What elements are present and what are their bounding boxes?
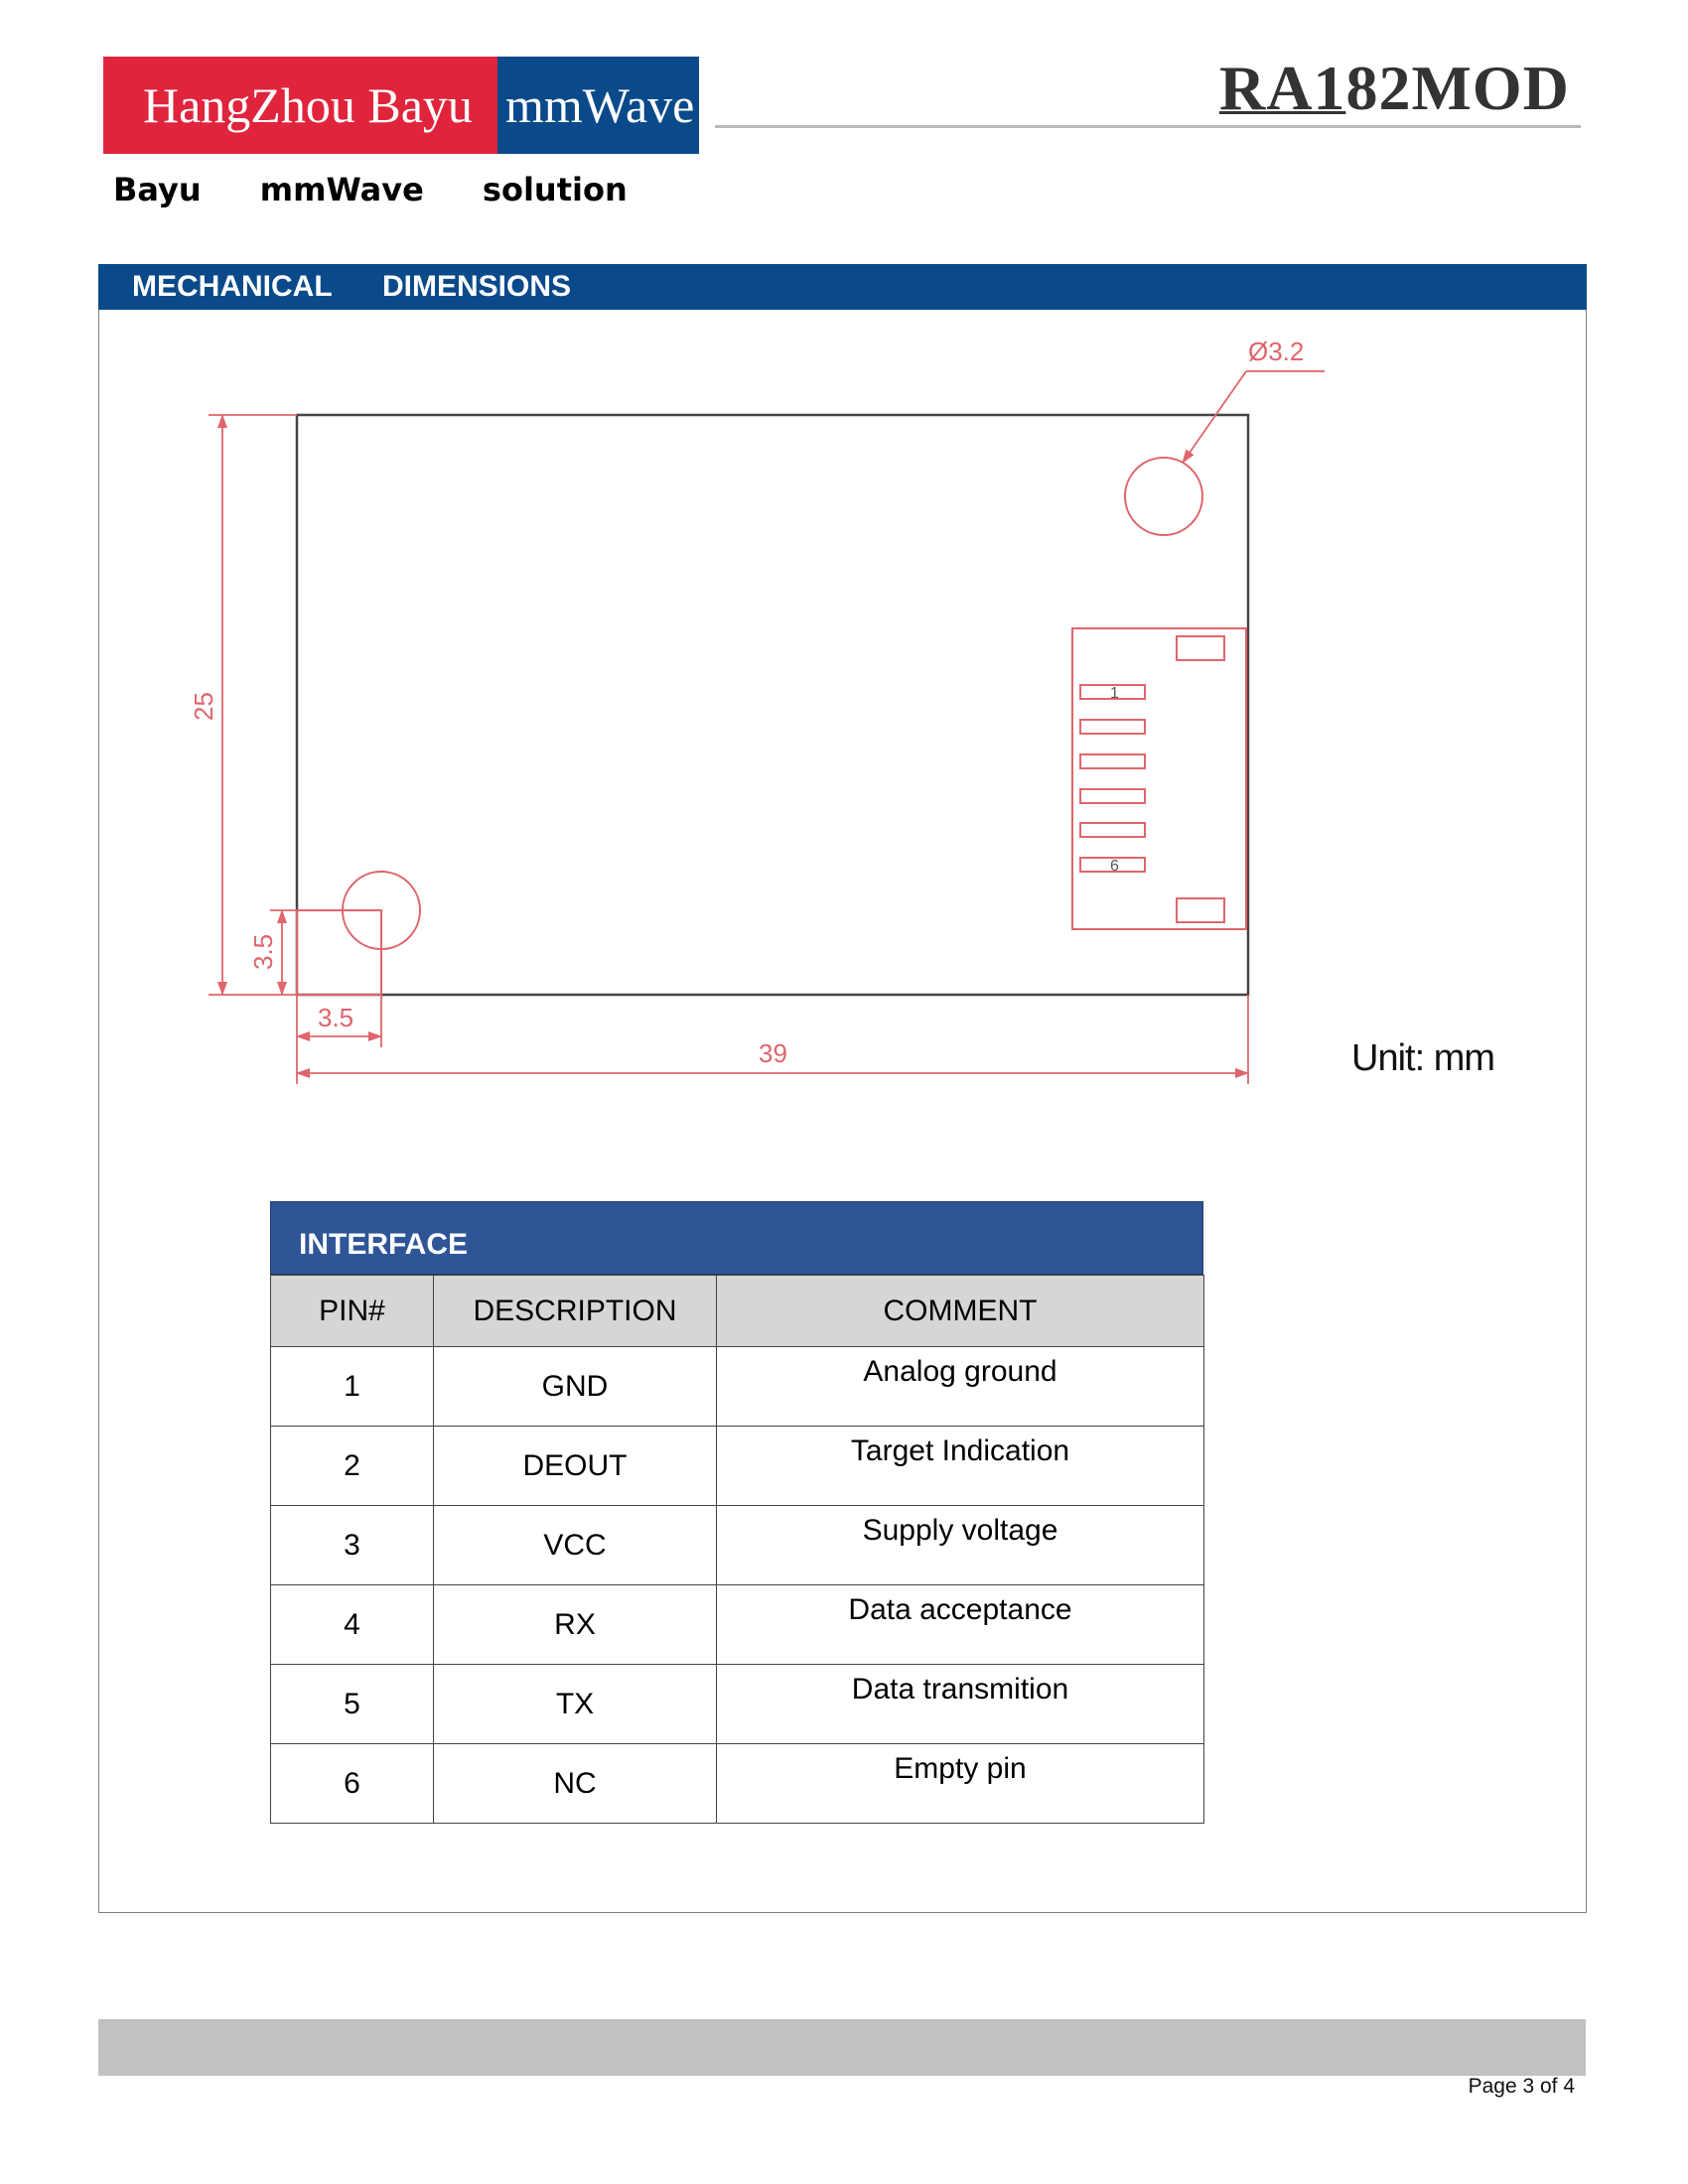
pin-number: 2: [271, 1427, 434, 1506]
connector-pin-2: [1080, 720, 1145, 734]
pin-comment: Data acceptance: [717, 1585, 1204, 1665]
pin-description: GND: [434, 1347, 717, 1427]
mounting-hole-top-right: [1125, 458, 1202, 535]
pin-number: 1: [271, 1347, 434, 1427]
pin-number: 4: [271, 1585, 434, 1665]
pin-number: 6: [271, 1744, 434, 1824]
pin-table-header-row: [271, 1276, 1204, 1347]
interface-title: INTERFACE: [270, 1201, 1203, 1275]
table-row: [271, 1427, 1204, 1506]
table-row: [271, 1506, 1204, 1585]
tagline-word-3: solution: [482, 171, 628, 208]
pin-description: TX: [434, 1665, 717, 1744]
connector-outline: [1072, 628, 1246, 929]
table-row: [271, 1744, 1204, 1824]
connector-pin-5: [1080, 823, 1145, 837]
pin-table: [270, 1275, 1204, 1824]
pin-description: DEOUT: [434, 1427, 717, 1506]
connector-pin-3: [1080, 754, 1145, 768]
column-header-comment: COMMENT: [717, 1276, 1204, 1347]
logo-mmwave: mmWave: [497, 57, 699, 154]
pin-comment: Analog ground: [717, 1347, 1204, 1427]
hole-leader: [1183, 371, 1246, 463]
footer-bar: [98, 2019, 1586, 2076]
board-outline: [297, 415, 1248, 995]
pin-comment: Supply voltage: [717, 1506, 1204, 1585]
pin-description: VCC: [434, 1506, 717, 1585]
table-row: [271, 1585, 1204, 1665]
model-number-suffix: 82MOD: [1345, 53, 1570, 123]
section-title-word-1: MECHANICAL: [132, 270, 333, 303]
interface-table: [270, 1201, 1203, 1824]
page-number: Page 3 of 4: [1468, 2075, 1575, 2098]
tagline-word-1: Bayu: [113, 171, 202, 208]
table-row: [271, 1665, 1204, 1744]
table-row: [271, 1347, 1204, 1427]
offset-y-label: 3.5: [248, 933, 278, 970]
unit-label: Unit: mm: [1351, 1037, 1494, 1079]
column-header-pin: PIN#: [271, 1276, 434, 1347]
pin-1-label: 1: [1110, 685, 1119, 702]
pin-number: 5: [271, 1665, 434, 1744]
hole-diameter-label: Ø3.2: [1248, 337, 1305, 366]
width-label: 39: [759, 1038, 787, 1068]
hole-offset-box: [297, 910, 381, 995]
model-number-prefix: RA1: [1219, 53, 1346, 123]
height-label: 25: [189, 692, 218, 721]
tagline-word-2: mmWave: [259, 171, 424, 208]
pin-number: 3: [271, 1506, 434, 1585]
pin-description: RX: [434, 1585, 717, 1665]
pin-6-label: 6: [1110, 858, 1119, 875]
offset-x-label: 3.5: [318, 1003, 354, 1032]
connector-pin-4: [1080, 789, 1145, 803]
pin-comment: Data transmition: [717, 1665, 1204, 1744]
pin-comment: Empty pin: [717, 1744, 1204, 1824]
section-title-word-2: DIMENSIONS: [382, 270, 572, 303]
pin-description: NC: [434, 1744, 717, 1824]
connector-tab-top: [1177, 636, 1224, 660]
column-header-description: DESCRIPTION: [434, 1276, 717, 1347]
logo-company-name: HangZhou Bayu: [103, 57, 497, 154]
pin-comment: Target Indication: [717, 1427, 1204, 1506]
connector-tab-bottom: [1177, 898, 1224, 922]
